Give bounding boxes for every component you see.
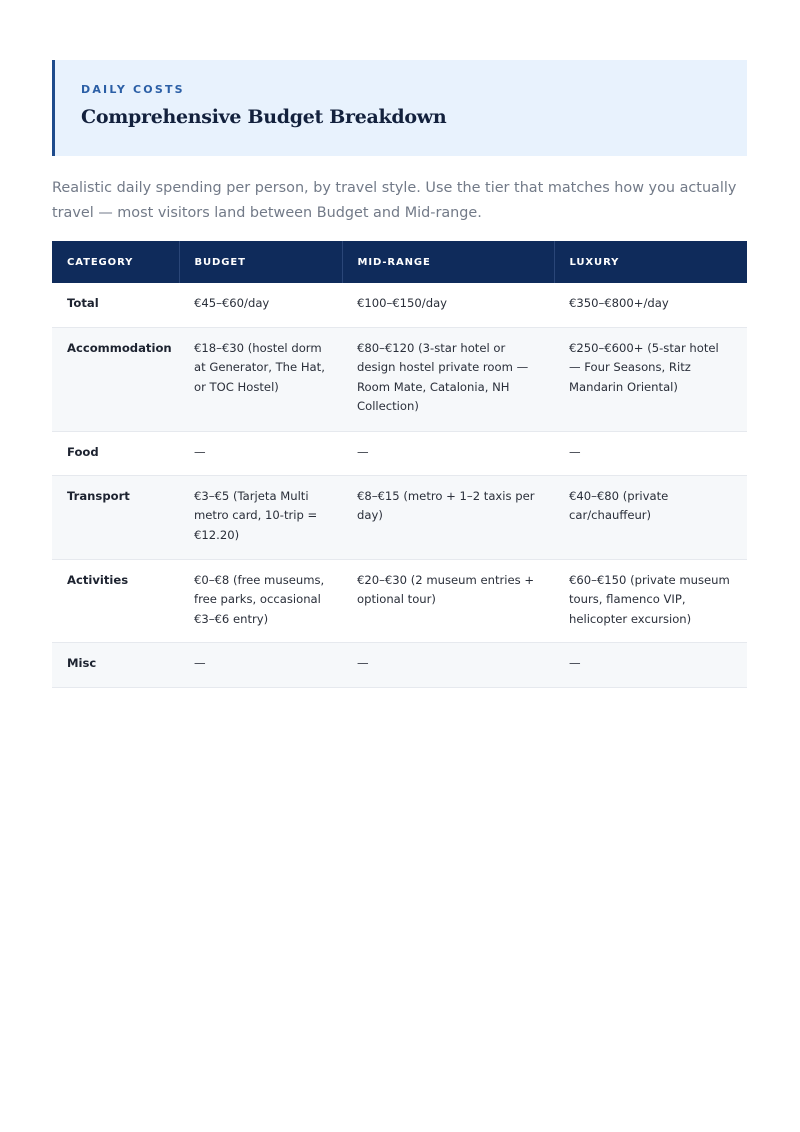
table-header: [52, 241, 747, 283]
column-header-mid-range: MID-RANGE: [342, 241, 554, 283]
row-category-cell: Accommodation: [52, 327, 179, 431]
column-header-budget: BUDGET: [179, 241, 342, 283]
budget-table: [52, 241, 747, 688]
budget-cell: —: [179, 642, 342, 687]
luxury-cell: €250–€600+ (5-star hotel — Four Seasons, Ritz Mandarin Oriental): [554, 327, 747, 431]
luxury-cell: —: [554, 431, 747, 475]
row-category-cell: Activities: [52, 559, 179, 642]
table-row: [52, 475, 747, 559]
mid-range-cell: —: [342, 431, 554, 475]
row-category-cell: Total: [52, 283, 179, 327]
section-eyebrow: DAILY COSTS: [81, 83, 185, 96]
mid-range-cell: €80–€120 (3-star hotel or design hostel private room — Room Mate, Catalonia, NH Collection): [342, 327, 554, 431]
column-header-category: CATEGORY: [52, 241, 179, 283]
row-category-cell: Transport: [52, 475, 179, 559]
row-category-cell: Misc: [52, 642, 179, 687]
mid-range-cell: €8–€15 (metro + 1–2 taxis per day): [342, 475, 554, 559]
mid-range-cell: —: [342, 642, 554, 687]
mid-range-cell: €100–€150/day: [342, 283, 554, 327]
section-callout: [52, 60, 747, 156]
budget-cell: €45–€60/day: [179, 283, 342, 327]
mid-range-cell: €20–€30 (2 museum entries + optional tour): [342, 559, 554, 642]
budget-cell: €18–€30 (hostel dorm at Generator, The Hat, or TOC Hostel): [179, 327, 342, 431]
table-row: [52, 431, 747, 475]
luxury-cell: €350–€800+/day: [554, 283, 747, 327]
luxury-cell: —: [554, 642, 747, 687]
table-header-row: [52, 241, 747, 283]
luxury-cell: €40–€80 (private car/chauffeur): [554, 475, 747, 559]
table-body: [52, 283, 747, 687]
luxury-cell: €60–€150 (private museum tours, flamenco VIP, helicopter excursion): [554, 559, 747, 642]
table-row: [52, 642, 747, 687]
table-row: [52, 559, 747, 642]
page-title: Comprehensive Budget Breakdown: [81, 106, 447, 128]
column-header-luxury: LUXURY: [554, 241, 747, 283]
budget-cell: €3–€5 (Tarjeta Multi metro card, 10-trip = €12.20): [179, 475, 342, 559]
budget-cell: €0–€8 (free museums, free parks, occasional €3–€6 entry): [179, 559, 342, 642]
table-row: [52, 327, 747, 431]
table-row: [52, 283, 747, 327]
budget-cell: —: [179, 431, 342, 475]
intro-paragraph: Realistic daily spending per person, by travel style. Use the tier that matches how you actually travel — most visitors land between Budget and Mid-range.: [52, 180, 737, 221]
row-category-cell: Food: [52, 431, 179, 475]
